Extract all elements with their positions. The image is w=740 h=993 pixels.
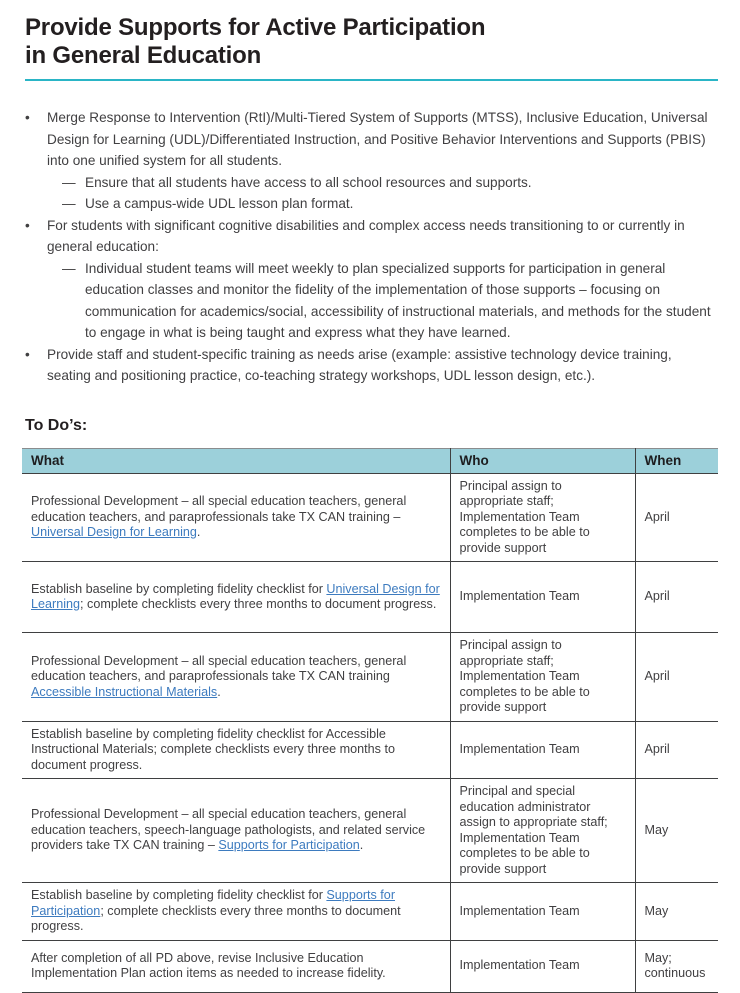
dash-icon: — [62, 260, 76, 276]
bullet-text: Provide staff and student-specific training as needs arise (example: assistive technology device training, seating and positioning practice, co-teaching strategy workshops, UDL lesson design, etc.). [47, 346, 672, 383]
bullet-text: For students with significant cognitive disabilities and complex access needs transitioning to or currently in general education: [47, 217, 685, 254]
who-cell: Implementation Team [450, 721, 635, 779]
page-title [25, 14, 718, 70]
what-cell [22, 473, 450, 562]
what-cell [22, 721, 450, 779]
col-header-who: Who [450, 448, 635, 473]
universal-design-for-learning-link[interactable]: Universal Design for Learning [31, 581, 440, 611]
table-header-row [22, 448, 718, 473]
what-cell [22, 562, 450, 633]
what-text: ; complete checklists every three months to document progress. [31, 903, 401, 933]
who-cell: Implementation Team [450, 940, 635, 992]
table-row [22, 473, 718, 562]
dash-icon: — [62, 196, 76, 211]
who-cell: Principal assign to appropriate staff; Implementation Team completes to be able to provide support [450, 633, 635, 722]
col-header-when: When [635, 448, 718, 473]
what-cell [22, 940, 450, 992]
universal-design-for-learning-link[interactable]: Universal Design for Learning [31, 525, 197, 539]
table-row [22, 721, 718, 779]
what-text: Establish baseline by completing fidelity checklist for [31, 888, 327, 902]
sub-bullet-text: Individual student teams will meet weekly to plan specialized supports for participation in general education classes and monitor the fidelity of the implementation of those supports – focusing on communication for academics/social, accessibility of instructional materials, and methods for the student to engage in what is being taught and express what they have learned. [85, 260, 711, 340]
who-cell: Implementation Team [450, 883, 635, 941]
what-text: . [196, 525, 201, 539]
sub-bullet-item [62, 172, 718, 194]
what-text: Professional Development – all special education teachers, general education teachers, and paraprofessionals take TX CAN training [31, 653, 407, 683]
what-text: After completion of all PD above, revise Inclusive Education Implementation Plan action items as needed to increase fidelity. [31, 950, 386, 980]
bullet-icon: • [25, 346, 30, 362]
what-text: Professional Development – all special education teachers, general education teachers, speech-language pathologists, and related service providers take TX CAN training – [31, 807, 426, 853]
bullet-item [25, 107, 718, 172]
when-cell: May; continuous [635, 940, 718, 992]
what-text: Professional Development – all special education teachers, general education teachers, and paraprofessionals take TX CAN training – [31, 494, 407, 524]
bullet-item [25, 215, 718, 258]
when-cell: April [635, 473, 718, 562]
bullet-item [25, 344, 718, 387]
what-text: . [359, 838, 364, 853]
table-body [22, 473, 718, 992]
table-row [22, 779, 718, 883]
dash-icon: — [62, 174, 76, 190]
supports-for-participation-link[interactable]: Supports for Participation [218, 838, 360, 853]
page-title-line1: Provide Supports for Active Participation [25, 14, 486, 41]
todos-heading: To Do’s: [25, 416, 88, 434]
what-text: Establish baseline by completing fidelity checklist for Accessible Instructional Materials; complete checklists every three months to document progress. [31, 726, 395, 772]
table-row [22, 940, 718, 992]
what-cell [22, 633, 450, 722]
page-title-line2: in General Education [25, 42, 262, 69]
table-row [22, 562, 718, 633]
when-cell: April [635, 633, 718, 722]
when-cell: April [635, 562, 718, 633]
when-cell: May [635, 779, 718, 883]
bullet-icon: • [25, 110, 30, 125]
what-cell [22, 883, 450, 941]
who-cell: Implementation Team [450, 562, 635, 633]
sub-bullet-item [62, 193, 718, 215]
title-divider [25, 79, 718, 81]
bullet-icon: • [25, 217, 30, 233]
table-row [22, 883, 718, 941]
col-header-what: What [22, 448, 450, 473]
when-cell: April [635, 721, 718, 779]
what-cell [22, 779, 450, 883]
sub-bullet-text: Ensure that all students have access to all school resources and supports. [85, 174, 532, 190]
who-cell: Principal and special education administrator assign to appropriate staff; Implementation Team completes to be able to provide support [450, 779, 635, 883]
todo-table [22, 448, 718, 993]
bullet-list [25, 107, 718, 387]
sub-bullet-text: Use a campus-wide UDL lesson plan format. [85, 196, 354, 211]
bullet-text: Merge Response to Intervention (RtI)/Multi-Tiered System of Supports (MTSS), Inclusive Education, Universal Design for Learning (UDL)/Differentiated Instruction, and Positive Behavior Interventions and Supports (PBIS) into one unified system for all students. [47, 110, 708, 168]
what-text: . [217, 684, 221, 699]
what-text: Establish baseline by completing fidelity checklist for [31, 581, 327, 596]
supports-for-participation-link[interactable]: Supports for Participation [31, 888, 396, 918]
what-text: ; complete checklists every three months to document progress. [80, 597, 437, 611]
when-cell: May [635, 883, 718, 941]
sub-bullet-item [62, 258, 718, 344]
who-cell: Principal assign to appropriate staff; Implementation Team completes to be able to provide support [450, 473, 635, 562]
table-row [22, 633, 718, 722]
accessible-instructional-materials-link[interactable]: Accessible Instructional Materials [31, 684, 218, 699]
